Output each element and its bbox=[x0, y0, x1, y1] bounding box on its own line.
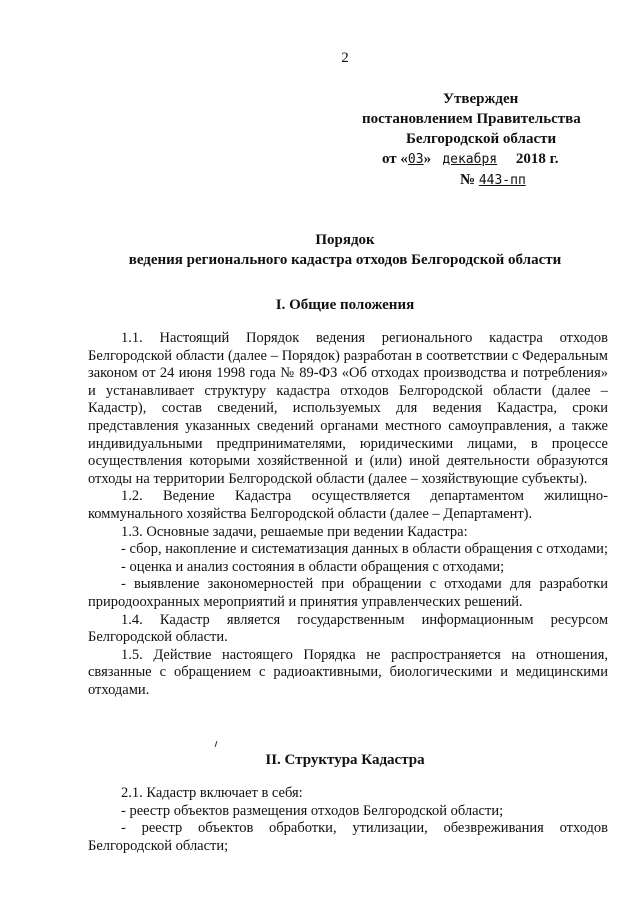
document-title bbox=[0, 230, 640, 270]
section-1-heading: I. Общие положения bbox=[275, 297, 415, 313]
approval-line-approved: Утвержден bbox=[443, 91, 519, 107]
paragraph-1-5: 1.5. Действие настоящего Порядка не распространяется на отношения, связанные с обращением с радиоактивными, биологическими и медицинскими отходами. bbox=[88, 646, 608, 698]
pen-stroke-mark bbox=[213, 740, 219, 748]
paragraph-1-2: 1.2. Ведение Кадастра осуществляется департаментом жилищно-коммунального хозяйства Белгородской области (далее – Департамент). bbox=[88, 488, 608, 522]
list-item: - реестр объектов размещения отходов Белгородской области; bbox=[121, 802, 504, 819]
approval-date-year: 2018 г. bbox=[515, 151, 559, 167]
approval-stamp bbox=[330, 89, 640, 191]
approval-date bbox=[330, 149, 640, 170]
approval-number-value: 443-пп bbox=[478, 173, 526, 188]
section-2-heading: II. Структура Кадастра bbox=[265, 752, 425, 768]
list-item: - реестр объектов обработки, утилизации, обезвреживания отходов Белгородской области; bbox=[88, 820, 608, 854]
paragraph-2-1: 2.1. Кадастр включает в себя: bbox=[121, 785, 303, 801]
list-item: - оценка и анализ состояния в области обращения с отходами; bbox=[121, 558, 505, 575]
paragraph-1-1: 1.1. Настоящий Порядок ведения регионального кадастра отходов Белгородской области (далее – Порядок) разработан в соответствии с Федеральным законом от 24 июня 1998 года № 89-ФЗ «Об отходах производства и потребления» и устанавливает структуру кадастра отходов Белгородской области (далее – Кадастр), состав сведений, используемых для ведения Кадастра, сроки представления указанных сведений органами местного самоуправления, а также индивидуальными предпринимателями, юридическими лицами, в процессе осуществления которыми хозяйственной и (или) иной деятельности образуются отходы на территории Белгородской области (далее – хозяйствующие субъекты). bbox=[88, 330, 608, 487]
approval-date-mid: » bbox=[423, 151, 432, 167]
paragraph-1-3: 1.3. Основные задачи, решаемые при ведении Кадастра: bbox=[121, 523, 468, 540]
section-2-body bbox=[88, 785, 608, 855]
title-line-2: ведения регионального кадастра отходов Белгородской области bbox=[128, 252, 562, 268]
section-1-body bbox=[88, 330, 608, 699]
approval-line-region: Белгородской области bbox=[406, 131, 557, 147]
approval-number bbox=[330, 170, 640, 191]
list-item: - сбор, накопление и систематизация данных в области обращения с отходами; bbox=[121, 541, 608, 558]
approval-number-prefix: № bbox=[460, 172, 476, 188]
page-number: 2 bbox=[341, 50, 349, 66]
list-item: - выявление закономерностей при обращении с отходами для разработки природоохранных мероприятий и принятия управленческих решений. bbox=[88, 576, 608, 610]
paragraph-1-4: 1.4. Кадастр является государственным информационным ресурсом Белгородской области. bbox=[88, 611, 608, 646]
title-line-1: Порядок bbox=[315, 232, 375, 248]
approval-date-prefix: от « bbox=[382, 151, 408, 167]
approval-line-resolution: постановлением Правительства bbox=[362, 111, 581, 127]
approval-date-day: 03 bbox=[407, 152, 424, 167]
approval-date-month: декабря bbox=[442, 152, 498, 167]
